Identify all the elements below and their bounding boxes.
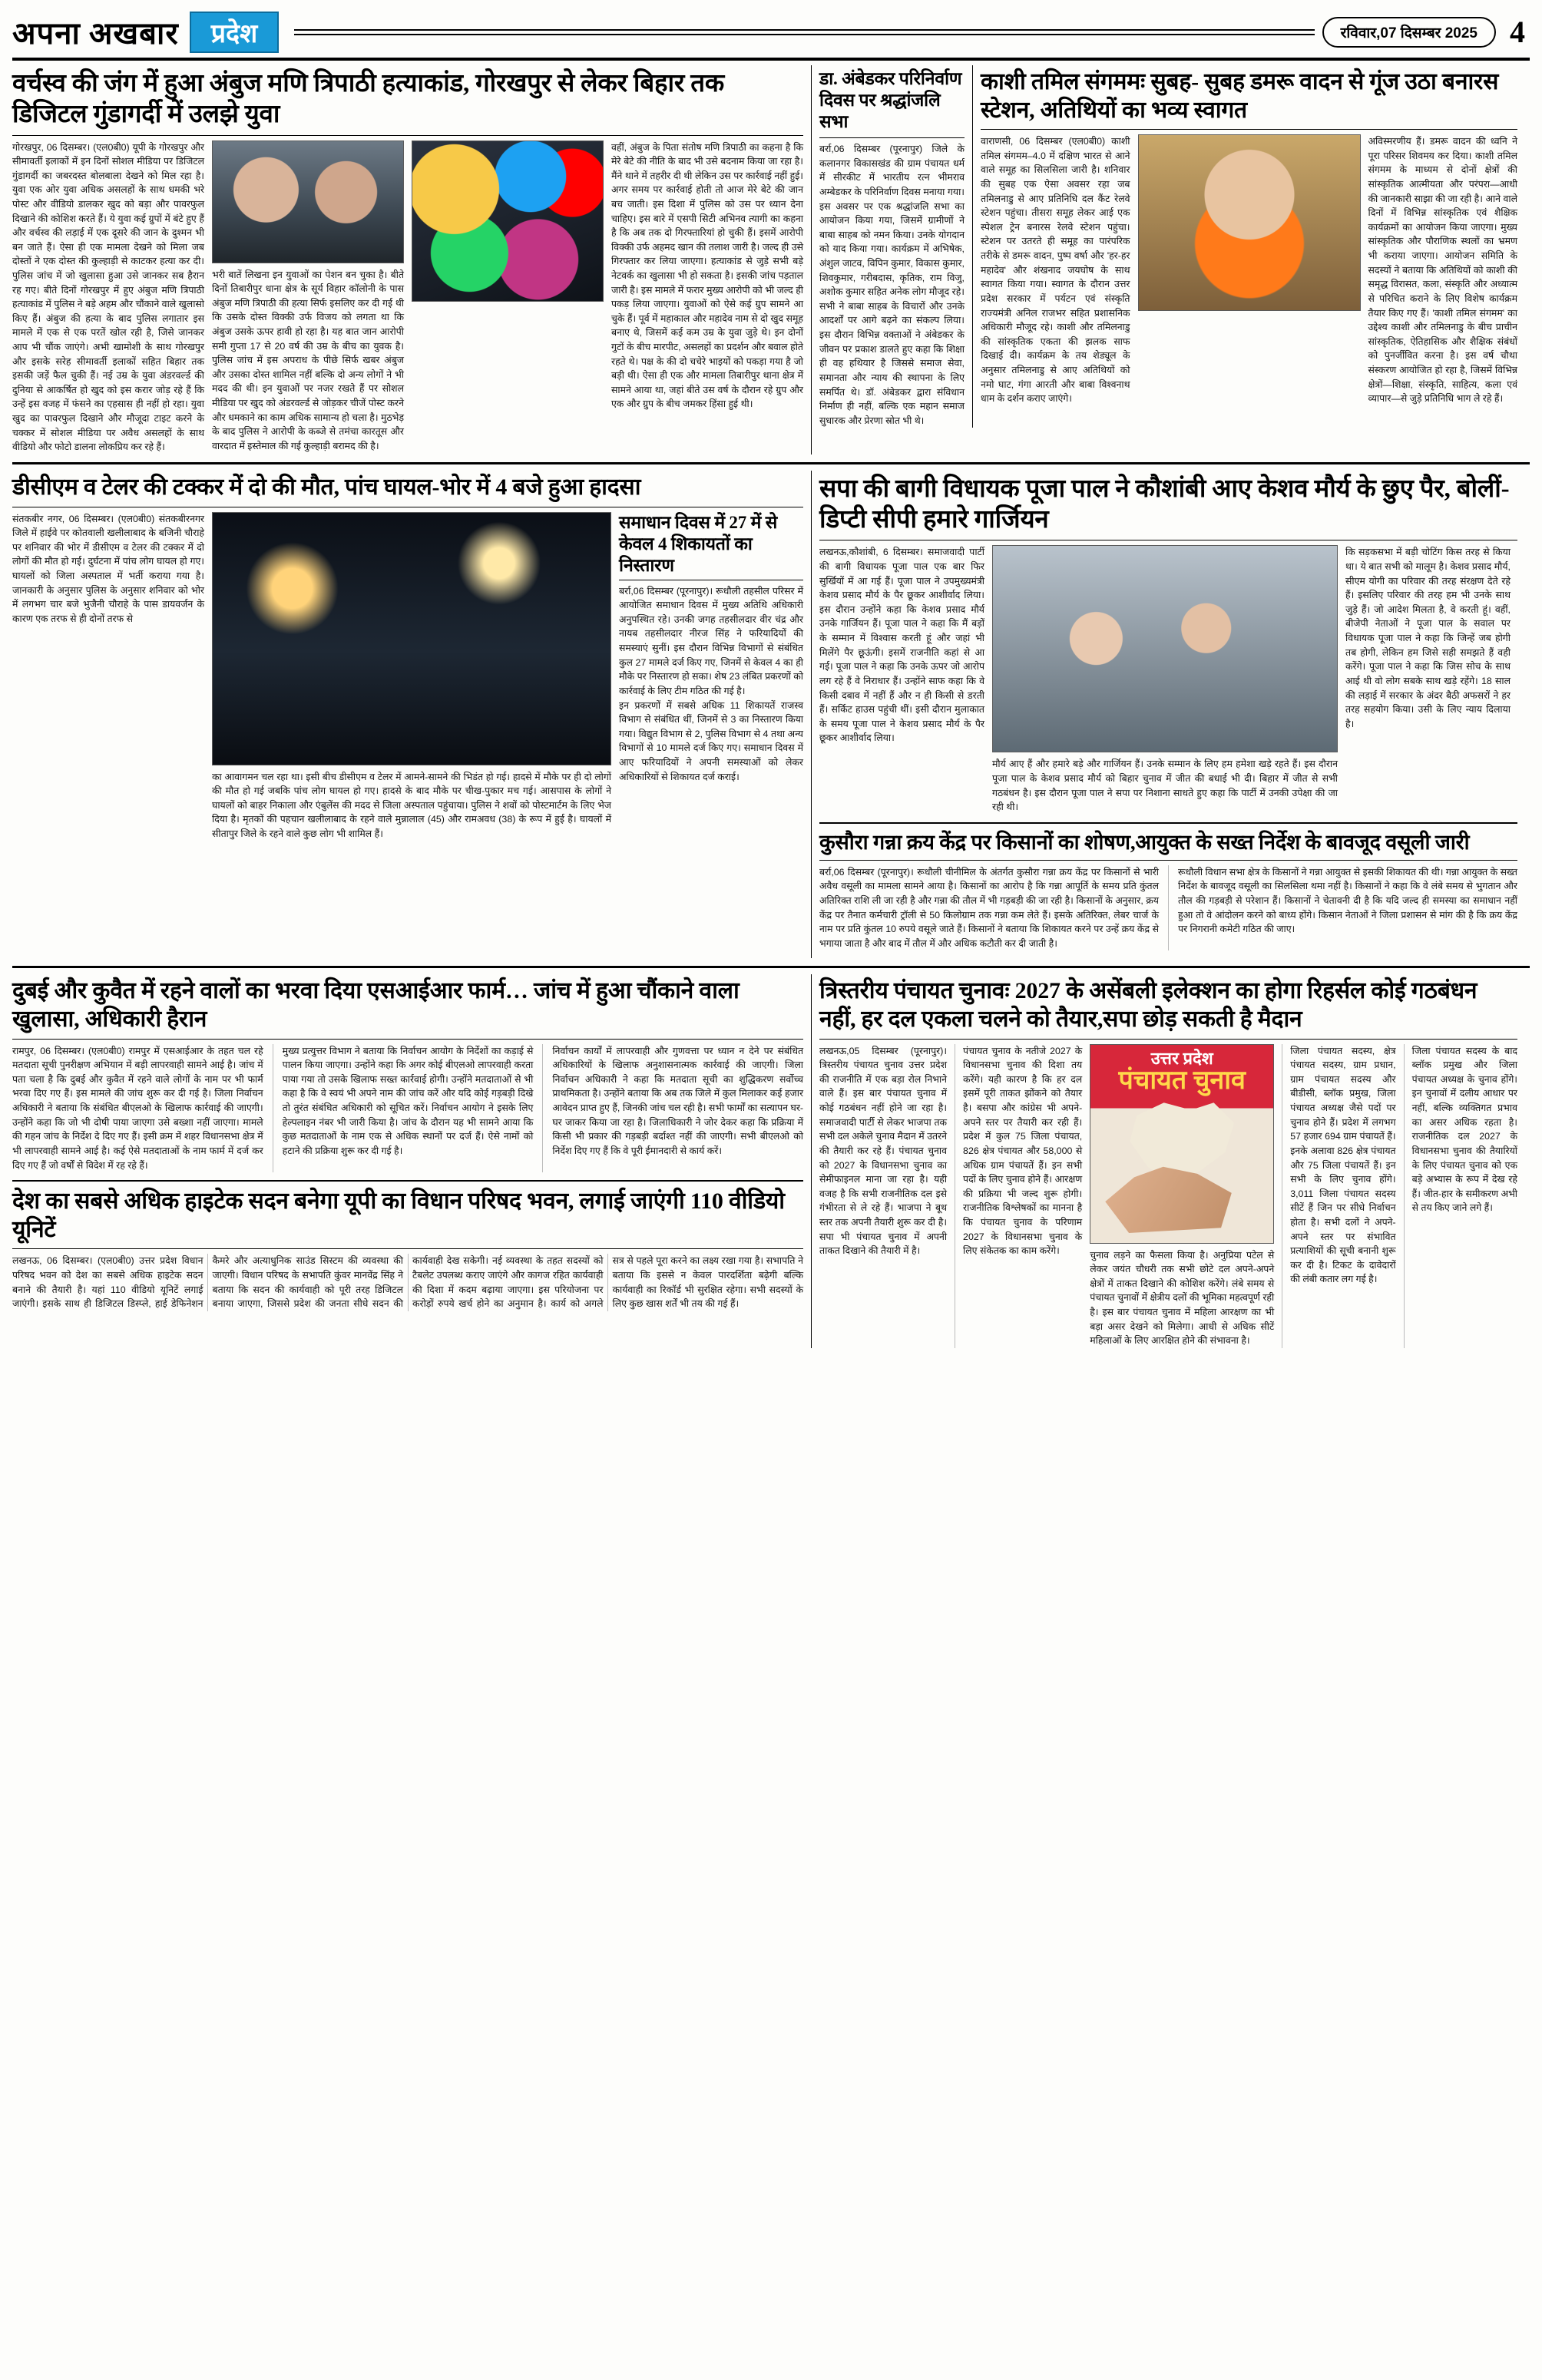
dubai-col1: रामपुर, 06 दिसम्बर। (एल0बी0) रामपुर में एसआईआर के तहत चल रहे मतदाता सूची पुनरीक्षण अभियान में बड़ी लापरवाही सामने आई है। जांच में पता चला है कि दुबई और कुवैत में रहने वाले लोगों के नाम पर भी फार्म भरवा दिए गए हैं। इस मामले की जांच शुरू कर दी गई है। जिला निर्वाचन अधिकारी ने बताया कि संबंधित बीएलओ के खिलाफ कार्रवाई की जाएगी। उन्होंने कहा कि जो भी दोषी पाया जाएगा उसे बख्शा नहीं जाएगा। मामले की गहन जांच के निर्देश दे दिए गए हैं। इसी क्रम में शहर विधानसभा क्षेत्र में भी लापरवाही सामने आई है। कई ऐसे मतदाताओं के नाम फार्म में दर्ज कर दिए गए हैं जो वर्षों से विदेश में रह रहे हैं। (12, 1045, 263, 1171)
panchayat-col4: चुनाव लड़ने का फैसला किया है। अनुप्रिया पटेल से लेकर जयंत चौधरी तक सभी छोटे दल अपने-अपने क्षेत्रों में ताकत दिखाने की कोशिश करेंगे। लंबे समय से पंचायत चुनावों में क्षेत्रीय दलों की भूमिका महत्वपूर्ण रही है। इस बार पंचायत चुनाव में महिला आरक्षण का भी बड़ा असर देखने को मिलेगा। आधी से अधिक सीटें महिलाओं के लिए आरक्षित होने की संभावना है। (1090, 1249, 1275, 1347)
accident-col2: का आवागमन चल रहा था। इसी बीच डीसीएम व टेलर में आमने-सामने की भिडंत हो गई। हादसे में मौके पर ही दो लोगों की मौत हो गई जबकि पांच लोग घायल हो गए। हादसे के बाद मौके पर चीख-पुकार मच गई। आसपास के लोगों ने घायलों को बाहर निकाला और एंबुलेंस की मदद से जिला अस्पताल पहुंचाया। पुलिस ने शवों को पोस्टमार्टम के लिए भेज दिया है। मृतकों की पहचान खलीलाबाद के रहने वाले मुन्नालाल (45) और रामअवध (38) के रूप में हुई है। घायलों में सीतापुर जिले के रहने वाले कुछ लोग भी शामिल हैं। (212, 771, 611, 839)
lead-col3: वहीं, अंबुज के पिता संतोष मणि त्रिपाठी का कहना है कि मेरे बेटे की नीति के बाद भी उसे बदनाम किया जा रहा है। मैंने थाने में तहरीर दी थी लेकिन उस पर कार्रवाई नहीं हुई। अगर समय पर कार्रवाई होती तो आज मेरे बेटे की जान बच जाती। इस दिशा में पुलिस को उस पर ध्यान देना चाहिए। इस बारे में एसपी सिटी अभिनव त्यागी का कहना है कि अब तक दो गिरफ्तारियां हो चुकी हैं। इसमें आरोपी विक्की उर्फ अहमद खान की तलाश जारी है। जल्द ही उसे गिरफ्तार कर लिया जाएगा। हत्याकांड से जुड़े सभी बड़े नेटवर्क का खुलासा भी हो सकता है। इसकी जांच पड़ताल जारी है। इस मामले में फरार मुख्य आरोपी को भी जल्द ही पकड़ लिया जाएगा। युवाओं को ऐसे कई ग्रुप सामने आ चुके हैं। पूर्व में महाकाल और महादेव नाम से दो खुद समूह बनाए थे, जिसमें कई कम उम्र के युवा जुड़े थे। इन दोनों गुटों के बीच मारपीट, असलहों का प्रदर्शन और बवाल होते रहते थे। पक्ष के की दो चचेरे भाइयों को पकड़ा गया है जो बड़ी थी। ऐसा ही एक और मामला तिबारीपुर थाना क्षेत्र में सामने आया था, जहां बीते उस वर्ष के दौरान रहे ग्रुप और एक और ग्रुप के बीच जमकर हिंसा हुई थी। (611, 141, 803, 410)
masthead-rule (294, 29, 1314, 35)
kusaura-story (819, 830, 1517, 951)
panchayat-graphic (1090, 1044, 1274, 1244)
issue-date: रविवार,07 दिसम्बर 2025 (1322, 17, 1496, 48)
page-number: 4 (1510, 15, 1525, 49)
ambedkar-headline: डा. अंबेडकर परिनिर्वाण दिवस पर श्रद्धांजलि सभा (819, 69, 962, 132)
panchayat-col1: लखनऊ,05 दिसम्बर (पूरनापुर)। त्रिस्तरीय पंचायत चुनाव उत्तर प्रदेश की राजनीति में एक बड़ा रोल निभाने वाले हैं। इस बार पंचायत चुनाव में कोई गठबंधन नहीं होने जा रहा है। समाजवादी पार्टी से लेकर भाजपा तक सभी दल अकेले चुनाव मैदान में उतरने की तैयारी कर रहे हैं। पंचायत चुनाव को 2027 के विधानसभा चुनाव का सेमीफाइनल माना जा रहा है। यही वजह है कि सभी राजनीतिक दल इसे गंभीरता से ले रहे हैं। भाजपा ने बूथ स्तर तक अपनी तैयारी शुरू कर दी है। सपा भी पंचायत चुनाव में अपनी ताकत दिखाने की तैयारी में है। (819, 1045, 948, 1257)
sapa-story (819, 474, 1517, 815)
dubai-block (12, 974, 811, 1347)
accident-col1: संतकबीर नगर, 06 दिसम्बर। (एल0बी0) संतकबीरनगर जिले में हाईवे पर कोतवाली खलीलाबाद के बजिनी चौराहे पर शनिवार की भोर में डीसीएम व टेलर की टक्कर में दो लोगों की मौत हो गई। दुर्घटना में पांच लोग घायल हो गए। घायलों को जिला अस्पताल में भर्ती कराया गया है। जानकारी के अनुसार पुलिस के अनुसार शनिवार को भोर में लगभग चार बजे भुजैनी चौराहे के पास डायवर्जन के कारण एक तरफ से ही दोनों तरफ से (12, 513, 204, 624)
kashi-col2: अविस्मरणीय हैं। डमरू वादन की ध्वनि ने पूरा परिसर शिवमय कर दिया। काशी तमिल संगमम के माध्यम से दोनों क्षेत्रों की सांस्कृतिक आत्मीयता और परंपरा—आधी की जानकारी साझा की जा रही है। आने वाले दिनों में विभिन्न सांस्कृतिक एवं शैक्षिक कार्यक्रमों का आयोजन किया जाएगा। मुख्य सांस्कृतिक और पौराणिक स्थलों का भ्रमण भी कराया जाएगा। आयोजन समिति के सदस्यों ने बताया कि अतिथियों को काशी की समृद्ध विरासत, कला, संस्कृति और अध्यात्म से परिचित कराने के लिए विशेष कार्यक्रम तैयार किए गए हैं। 'काशी तमिल संगमम' का उद्देश्य काशी और तमिलनाडु के बीच प्राचीन सांस्कृतिक, ऐतिहासिक और शैक्षिक संबंधों को पुनर्जीवित करना है। इस वर्ष चौथा संस्करण आयोजित हो रहा है, जिसमें विभिन्न क्षेत्रों—शिक्षा, संस्कृति, साहित्य, कला एवं व्यापार—से जुड़े प्रतिनिधि भाग ले रहे हैं। (1368, 136, 1517, 405)
kusaura-headline: कुसौरा गन्ना क्रय केंद्र पर किसानों का शोषण,आयुक्त के सख्त निर्देश के बावजूद वसूली जारी (819, 830, 1470, 854)
sapa-headline: सपा की बागी विधायक पूजा पाल ने कौशांबी आए केशव मौर्य के छुए पैर, बोलीं- डिप्टी सीपी हमारे गार्जियन (819, 474, 1510, 534)
samadhan-headline: समाधान दिवस में 27 में से केवल 4 शिकायतों का निस्तारण (619, 512, 778, 575)
samadhan-col1: बर्रा,06 दिसम्बर (पूरनापुर)। रूधौली तहसील परिसर में आयोजित समाधान दिवस में मुख्य अतिथि अधिकारी अनुपस्थित रहे। उनकी जगह तहसीलदार वीर चंद्र और नायब तहसीलदार नीरज सिंह ने फरियादियों की समस्याएं सुनीं। इस दौरान विभिन्न विभागों से संबंधित कुल 27 मामले दर्ज किए गए, जिनमें से केवल 4 का ही मौके पर निस्तारण हो सका। शेष 23 लंबित प्रकरणों को कार्रवाई के लिए टीम गठित की गई है। (619, 585, 803, 696)
panchayat-block (811, 974, 1517, 1347)
panchayat-col3: जिला पंचायत सदस्य, क्षेत्र पंचायत सदस्य, ग्राम प्रधान, ग्राम पंचायत सदस्य और बीडीसी, ब्लॉक प्रमुख, जिला पंचायत अध्यक्ष जैसे पदों पर चुनाव होने हैं। प्रदेश में लगभग 57 हजार 694 ग्राम पंचायतें हैं। इनके अलावा 826 क्षेत्र पंचायत और 75 जिला पंचायतें हैं। इन सभी के लिए चुनाव होंगे। 3,011 जिला पंचायत सदस्य सीटें हैं जिन पर सीधे निर्वाचन होता है। सभी दलों ने अपने-अपने स्तर पर संभावित प्रत्याशियों की सूची बनानी शुरू कर दी है। टिकट के दावेदारों की लंबी कतार लग गई है। (1282, 1044, 1395, 1348)
vidhan-text: लखनऊ, 06 दिसम्बर। (एल0बी0) उत्तर प्रदेश विधान परिषद भवन को देश का सबसे अधिक हाइटेक सदन बनाने की तैयारी है। यहां 110 वीडियो यूनिटें लगाई जाएंगी। इसके साथ ही डिजिटल डिस्प्ले, हाई डेफिनेशन कैमरे और अत्याधुनिक साउंड सिस्टम की व्यवस्था की जाएगी। विधान परिषद के सभापति कुंवर मानवेंद्र सिंह ने बताया कि सदन की कार्यवाही को पूरी तरह डिजिटल बनाया जाएगा, जिससे प्रदेश की जनता सीधे सदन की कार्यवाही देख सकेगी। नई व्यवस्था के तहत सदस्यों को टैबलेट उपलब्ध कराए जाएंगे और कागज रहित कार्यवाही की दिशा में कदम बढ़ाया जाएगा। इस परियोजना पर करोड़ों रुपये खर्च होने का अनुमान है। कार्य को अगले सत्र से पहले पूरा करने का लक्ष्य रखा गया है। सभापति ने बताया कि इससे न केवल पारदर्शिता बढ़ेगी बल्कि कार्यवाही का रिकॉर्ड भी सुरक्षित रहेगा। सभी सदस्यों के लिए कुछ खास शर्तें भी तय की गई हैं। (12, 1255, 803, 1310)
sapa-col2: मौर्य आए हैं और हमारे बड़े और गार्जियन हैं। उनके सम्मान के लिए हम हमेशा खड़े रहते हैं। इस दौरान पूजा पाल के केशव प्रसाद मौर्य को बिहार चुनाव में जीत की बधाई भी दी। बिहार में जीत से सभी गठबंधन है। इस दौरान पूजा पाल ने सपा पर निशाना साधते हुए कहा कि पार्टी में उनकी उपेक्षा की जा रही थी। (992, 759, 1338, 813)
vidhan-parishad-story (12, 1188, 803, 1311)
panchayat-graphic-title (1090, 1045, 1273, 1095)
top-block (12, 65, 1530, 455)
lead-col1: गोरखपुर, 06 दिसम्बर। (एल0बी0) यूपी के गोरखपुर और सीमावर्ती इलाकों में इन दिनों सोशल मीडिया पर डिजिटल गुंडागर्दी का जबरदस्त बोलबाला देखने को मिल रहा है। युवा एक ओर युवा अधिक असलहों के साथ धमकी भरे पोस्ट और वीडियो डालकर खुद को बड़ा और पावरफुल दिखाने की कोशिश करते हैं। ये युवा कई ग्रुपों में बंटे हुए हैं और वर्चस्व की लड़ाई में एक दूसरे की जान के दुश्मन भी बन जाते हैं। ऐसा ही एक मामला देखने को मिला जब दोस्तों ने एक दोस्त की कुल्हाड़ी से काटकर हत्या कर दी। पुलिस जांच में जो खुलासा हुआ उसे जानकर सब हैरान रह गए। बीते दिनों गोरखपुर में हुए अंबुज मणि त्रिपाठी हत्याकांड में पुलिस ने बड़े अहम और चौंकाने वाले खुलासो किए हैं। अंबुज की हत्या के बाद पुलिस लगातार इस मामले में एक से एक परतें खोल रही है, जिसे जानकर आप भी चौंक जाएंगे। अभी खामोशी के साथ गोरखपुर और इसके सरेह सीमावर्ती इलाकों सहित बिहार तक इसकी जड़ें फैल चुकी हैं। नई उम्र के युवा अंडरवर्ल्ड की दुनिया से आकर्षित हो खुद को इस करार जोड़ रहे हैं कि उन्हें इस वजह में फंसने का एहसास ही नहीं हो रहा। युवा खुद का पावरफुल दिखाने और मौजूदा टाइट करने के चक्कर में सोशल मीडिया पर अवैध असलहों के साथ वीडियो और फोटो डालना लोकप्रिय कर रहे हैं। (12, 141, 204, 453)
sapa-photo (992, 545, 1338, 752)
ambedkar-text: बर्रा,06 दिसम्बर (पूरनापुर) जिले के कलानगर विकासखंड की ग्राम पंचायत धर्म में सीरकीट में भारतीय रत्न भीमराव अम्बेडकर के परिनिर्वाण दिवस मनाया गया। इस अवसर पर एक श्रद्धांजलि सभा का आयोजन किया गया, जिसमें ग्रामीणों ने बाबा साहब को नमन किया। उनके योगदान को याद किया गया। कार्यक्रम में अभिषेक, अंशुल जाटव, विपिन कुमार, विकास कुमार, शिवकुमार, गरीबदास, कृतिक, राम विजु, अशोक कुमार सहित अनेक लोग मौजूद रहे। सभी ने बाबा साहब के विचारों और उनके आदर्शों पर आगे बढ़ने का संकल्प लिया। इस दौरान विभिन्न वक्ताओं ने अंबेडकर के जीवन पर प्रकाश डालते हुए कहा कि शिक्षा ही वह हथियार है जिससे समाज सेवा, समानता और न्याय की स्थापना के लिए समर्पित थे। डॉ. अंबेडकर द्वारा संविधान निर्माण ही नहीं, बल्कि एक महान समाज सुधारक और प्रेरणा स्रोत भी थे। (819, 144, 965, 426)
lead-story (12, 65, 811, 455)
panchayat-col5: जिला पंचायत सदस्य के बाद ब्लॉक प्रमुख और जिला पंचायत अध्यक्ष के चुनाव होंगे। इन चुनावों में दलीय आधार पर नहीं, बल्कि व्यक्तिगत प्रभाव का असर अधिक रहता है। राजनीतिक दल 2027 के विधानसभा चुनाव की तैयारियों के लिए पंचायत चुनाव को एक बड़े अभ्यास के रूप में देख रहे हैं। जीत-हार के समीकरण अभी से तय किए जाने लगे हैं। (1404, 1044, 1517, 1348)
kashi-photo (1138, 134, 1361, 311)
dubai-col3: निर्वाचन कार्यों में लापरवाही और गुणवत्ता पर ध्यान न देने पर संबंधित अधिकारियों के खिलाफ अनुशासनात्मक कार्रवाई की जाएगी। जिला निर्वाचन अधिकारी ने कहा कि मतदाता सूची का शुद्धिकरण सर्वोच्च प्राथमिकता है। उन्होंने बताया कि अब तक जिले में कुल मिलाकर कई हजार आवेदन प्राप्त हुए हैं, जिनकी जांच चल रही है। सभी फार्मों का सत्यापन घर-घर जाकर किया जा रहा है। जिलाधिकारी ने जोर देकर कहा कि प्रक्रिया में किसी भी प्रकार की गड़बड़ी बर्दाश्त नहीं की जाएगी। सभी बीएलओ को निर्देश दिए गए हैं कि वे पूरी ईमानदारी से कार्य करें। (542, 1044, 803, 1172)
lead-photo-men (212, 140, 404, 263)
kashi-headline: काशी तमिल संगममः सुबह- सुबह डमरू वादन से गूंज उठा बनारस स्टेशन, अतिथियों का भव्य स्वागत (981, 69, 1499, 123)
panchayat-headline: त्रिस्तरीय पंचायत चुनावः 2027 के असेंबली इलेक्शन का होगा रिहर्सल कोई गठबंधन नहीं, हर दल एकला चलने को तैयार,सपा छोड़ सकती है मैदान (819, 978, 1477, 1033)
left-column-block (12, 471, 811, 959)
lead-photo-social-icons (412, 140, 604, 302)
kashi-col1: वाराणसी, 06 दिसम्बर (एल0बी0) काशी तमिल संगमम–4.0 में दक्षिण भारत से आने वाले समूह का सिलसिला जारी है। शनिवार की सुबह एक ऐसा अवसर रहा जब तमिलनाडु से आए प्रतिनिधि दल कैंट रेलवे स्टेशन पहुंचा। तीसरा समूह लेकर आई एक स्पेशल ट्रेन बनारस रेलवे स्टेशन पहुंचा। स्टेशन पर उतरते ही समूह का पारंपरिक तरीके से डमरू वादन, पुष्प वर्षा और 'हर-हर महादेव' और शंखनाद जयघोष के साथ स्वागत किया गया। स्वागत के दौरान उत्तर प्रदेश सरकार में पर्यटन एवं संस्कृति राज्यमंत्री अनिल राजभर सहित प्रशासनिक अधिकारी मौजूद रहे। काशी और तमिलनाडु की सांस्कृतिक एकता की झलक साफ दिखाई दी। कार्यक्रम के तय शेड्यूल के अनुसार तमिलनाडु से आए अतिथियों को नमो घाट, गंगा आरती और बाबा विश्वनाथ धाम के दर्शन कराए जाएंगे। (981, 136, 1130, 405)
lead-headline: वर्चस्व की जंग में हुआ अंबुज मणि त्रिपाठी हत्याकांड, गोरखपुर से लेकर बिहार तक डिजिटल गुंडागर्दी में उलझे युवा (12, 70, 724, 129)
newspaper-logo: अपना अखबार (12, 16, 179, 51)
sapa-col3: कि सड़कसभा में बड़ी चोटिंग किस तरह से किया था। ये बात सभी को मालूम है। केशव प्रसाद मौर्य, सीएम योगी का परिवार की तरह संरक्षण देते रहे हैं। इसलिए परिवार की तरह हम भी उनके साथ जुड़े हैं। जो आदेश मिलता है, वे करती हूं। वहीं, बीजेपी नेताओं ने पूजा पाल के सवाल पर विधायक पूजा पाल ने कहा कि जिन्हें जब होगी तब होगी, लेकिन हम जिसे सही समझते हैं वही करेंगे। पूजा पाल ने कहा कि जिस सोच के साथ आई थी वो लोग सबके साथ खड़े रहेंगे। 18 साल की लड़ाई में सरकार के अंदर बैठी अफसरों ने हर तरह सहयोग किया। उसी के लिए न्याय दिलाया है। (1345, 547, 1511, 729)
panchayat-graphic-line2: पंचायत चुनाव (1118, 1066, 1246, 1095)
right-column-block (811, 471, 1517, 959)
accident-story (12, 474, 803, 841)
accident-headline: डीसीएम व टेलर की टक्कर में दो की मौत, पांच घायल-भोर में 4 बजे हुआ हादसा (12, 474, 641, 500)
masthead (12, 11, 1530, 61)
sapa-col1: लखनऊ,कौशांबी, 6 दिसम्बर। समाजवादी पार्टी की बागी विधायक पूजा पाल एक बार फिर सुर्खियों में आ गई हैं। पूजा पाल ने उपमुख्यमंत्री केशव प्रसाद मौर्य के पैर छूकर आशीर्वाद लिया। इस दौरान उन्होंने कहा कि केशव प्रसाद मौर्य उनके गार्जियन हैं। पूजा पाल ने कहा कि मैं बड़ों के सम्मान में विश्वास करती हूं और जहां भी मिलेंगे पैर छूऊंगी। इसमें राजनीति कहां से आ गई। पूजा पाल ने कहा कि उनके ऊपर जो आरोप लग रहे हैं वे निराधार हैं। उन्होंने साफ कहा कि वे किसी दबाव में नहीं हैं और न ही किसी से डरती हैं। सर्किट हाउस पहुंची थीं। इसी दौरान मुलाकात के समय पूजा पाल ने केशव प्रसाद मौर्य के पैर छूकर आशीर्वाद लिया। (819, 547, 984, 744)
samadhan-story (619, 512, 803, 841)
lead-col2: भरी बातें लिखना इन युवाओं का पेशन बन चुका है। बीते दिनों तिबारीपुर धाना क्षेत्र के सूर्य विहार कॉलोनी के पास अंबुज मणि त्रिपाठी की हत्या सिर्फ इसलिए कर दी गई थी कि उसके दोस्त विक्की उर्फ विजय को लगता था कि अंबुज उसके ऊपर हावी हो रहा है। यह बात जान आरोपी समी गुप्ता 17 से 20 वर्ष की उम्र के बीच का युवक है। पुलिस जांच में इस अपराध के पीछे सिर्फ खबर अंबुज और उसका दोस्त शामिल नहीं बल्कि दो अन्य लोगों ने भी मदद की थी। इन युवाओं पर नजर रखते हैं पर सोशल मीडिया पर खुद को अंडरवर्ल्ड से जोड़कर चीजें पोस्ट करने और धमकाने का काम अधिक सामान्य हो चला है। मुठभेड़ के बाद पुलिस ने आरोपी के कब्जे से तमंचा कारतूस और वारदात में इस्तेमाल की गई कुल्हाड़ी बरामद की है। (212, 269, 404, 451)
kashi-story (972, 65, 1517, 428)
section-badge: प्रदेश (190, 12, 280, 53)
ambedkar-story (819, 65, 965, 428)
third-band (12, 966, 1530, 1347)
accident-photo (212, 512, 611, 765)
kusaura-col2: रूधौली विधान सभा क्षेत्र के किसानों ने गन्ना आयुक्त से इसकी शिकायत की थी। गन्ना आयुक्त के सख्त निर्देश के बावजूद वसूली का सिलसिला थमा नहीं है। किसानों ने कहा कि वे लंबे समय से भुगतान और तौल की गड़बड़ी से परेशान हैं। किसानों ने चेतावनी दी है कि यदि जल्द ही समस्या का समाधान नहीं हुआ तो वे आंदोलन करने को बाध्य होंगे। किसान नेताओं ने जिला प्रशासन से मांग की है कि क्रय केंद्र पर निगरानी कमेटी गठित की जाए। (1168, 865, 1517, 951)
dubai-headline: दुबई और कुवैत में रहने वालों का भरवा दिया एसआईआर फार्म… जांच में हुआ चौंकाने वाला खुलासा, अधिकारी हैरान (12, 978, 740, 1033)
top-right-block (811, 65, 1517, 455)
samadhan-col2: इन प्रकरणों में सबसे अधिक 11 शिकायतें राजस्व विभाग से संबंधित थीं, जिनमें से 3 का निस्तारण किया गया। विद्युत विभाग से 2, पुलिस विभाग से 4 तथा अन्य विभागों से 10 मामले दर्ज किए गए। समाधान दिवस में आए फरियादियों ने अपनी समस्याओं को लेकर अधिकारियों से शिकायत दर्ज कराई। (619, 699, 803, 782)
dubai-story (12, 977, 803, 1172)
dubai-col2: मुख्य प्रत्युत्तर विभाग ने बताया कि निर्वाचन आयोग के निर्देशों का कड़ाई से पालन किया जाएगा। उन्होंने कहा कि अगर कोई बीएलओ लापरवाही करता पाया गया तो उसके खिलाफ सख्त कार्रवाई होगी। उन्होंने मतदाताओं से भी कहा है कि वे स्वयं भी अपने नाम की जांच करें और यदि कोई गड़बड़ी दिखे तो तुरंत संबंधित अधिकारी को सूचित करें। निर्वाचन आयोग ने इसके लिए हेल्पलाइन नंबर भी जारी किया है। जांच के दौरान यह भी सामने आया कि कुछ मतदाताओं के नाम एक से अधिक स्थानों पर दर्ज हैं। ऐसे नामों को हटाने की प्रक्रिया शुरू कर दी गई है। (273, 1044, 534, 1172)
kusaura-col1: बर्रा,06 दिसम्बर (पूरनापुर)। रूधौली चीनीमिल के अंतर्गत कुसौरा गन्ना क्रय केंद्र पर किसानों से भारी अवैध वसूली का मामला सामने आया है। किसानों का आरोप है कि गन्ना आपूर्ति के समय प्रति कुंतल अतिरिक्त राशि ली जा रही है और गन्ना की तौल में भी गड़बड़ी की जा रही है। किसानों के अनुसार, क्रय केंद्र पर तैनात कर्मचारी ट्रॉली से 50 किलोग्राम तक गन्ना कम लेते हैं। इसके अतिरिक्त, लेबर चार्ज के नाम पर प्रति कुंतल 10 रुपये वसूले जाते हैं। किसानों ने बताया कि शिकायत करने पर उन्हें क्रय केंद्र से भगाया जाता है और बाद में तौल में और अधिक कटौती कर दी जाती है। (819, 866, 1159, 949)
panchayat-col2: पंचायत चुनाव के नतीजे 2027 के विधानसभा चुनाव की दिशा तय करेंगे। यही कारण है कि हर दल इसमें पूरी ताकत झोंकने को तैयार है। बसपा और कांग्रेस भी अपने-अपने स्तर पर तैयारी कर रही हैं। प्रदेश में कुल 75 जिला पंचायत, 826 क्षेत्र पंचायत और 58,000 से अधिक ग्राम पंचायतें हैं। इन सभी पदों के लिए चुनाव होने हैं। आरक्षण की प्रक्रिया भी जल्द शुरू होगी। राजनीतिक विश्लेषकों का मानना है कि पंचायत चुनाव के परिणाम 2027 के विधानसभा चुनाव के लिए संकेतक का काम करेंगे। (955, 1044, 1082, 1348)
panchayat-graphic-line1: उत्तर प्रदेश (1150, 1048, 1213, 1068)
second-band (12, 462, 1530, 959)
vidhan-headline: देश का सबसे अधिक हाइटेक सदन बनेगा यूपी का विधान परिषद भवन, लगाई जाएंगी 110 वीडियो यूनिटें (12, 1188, 785, 1242)
